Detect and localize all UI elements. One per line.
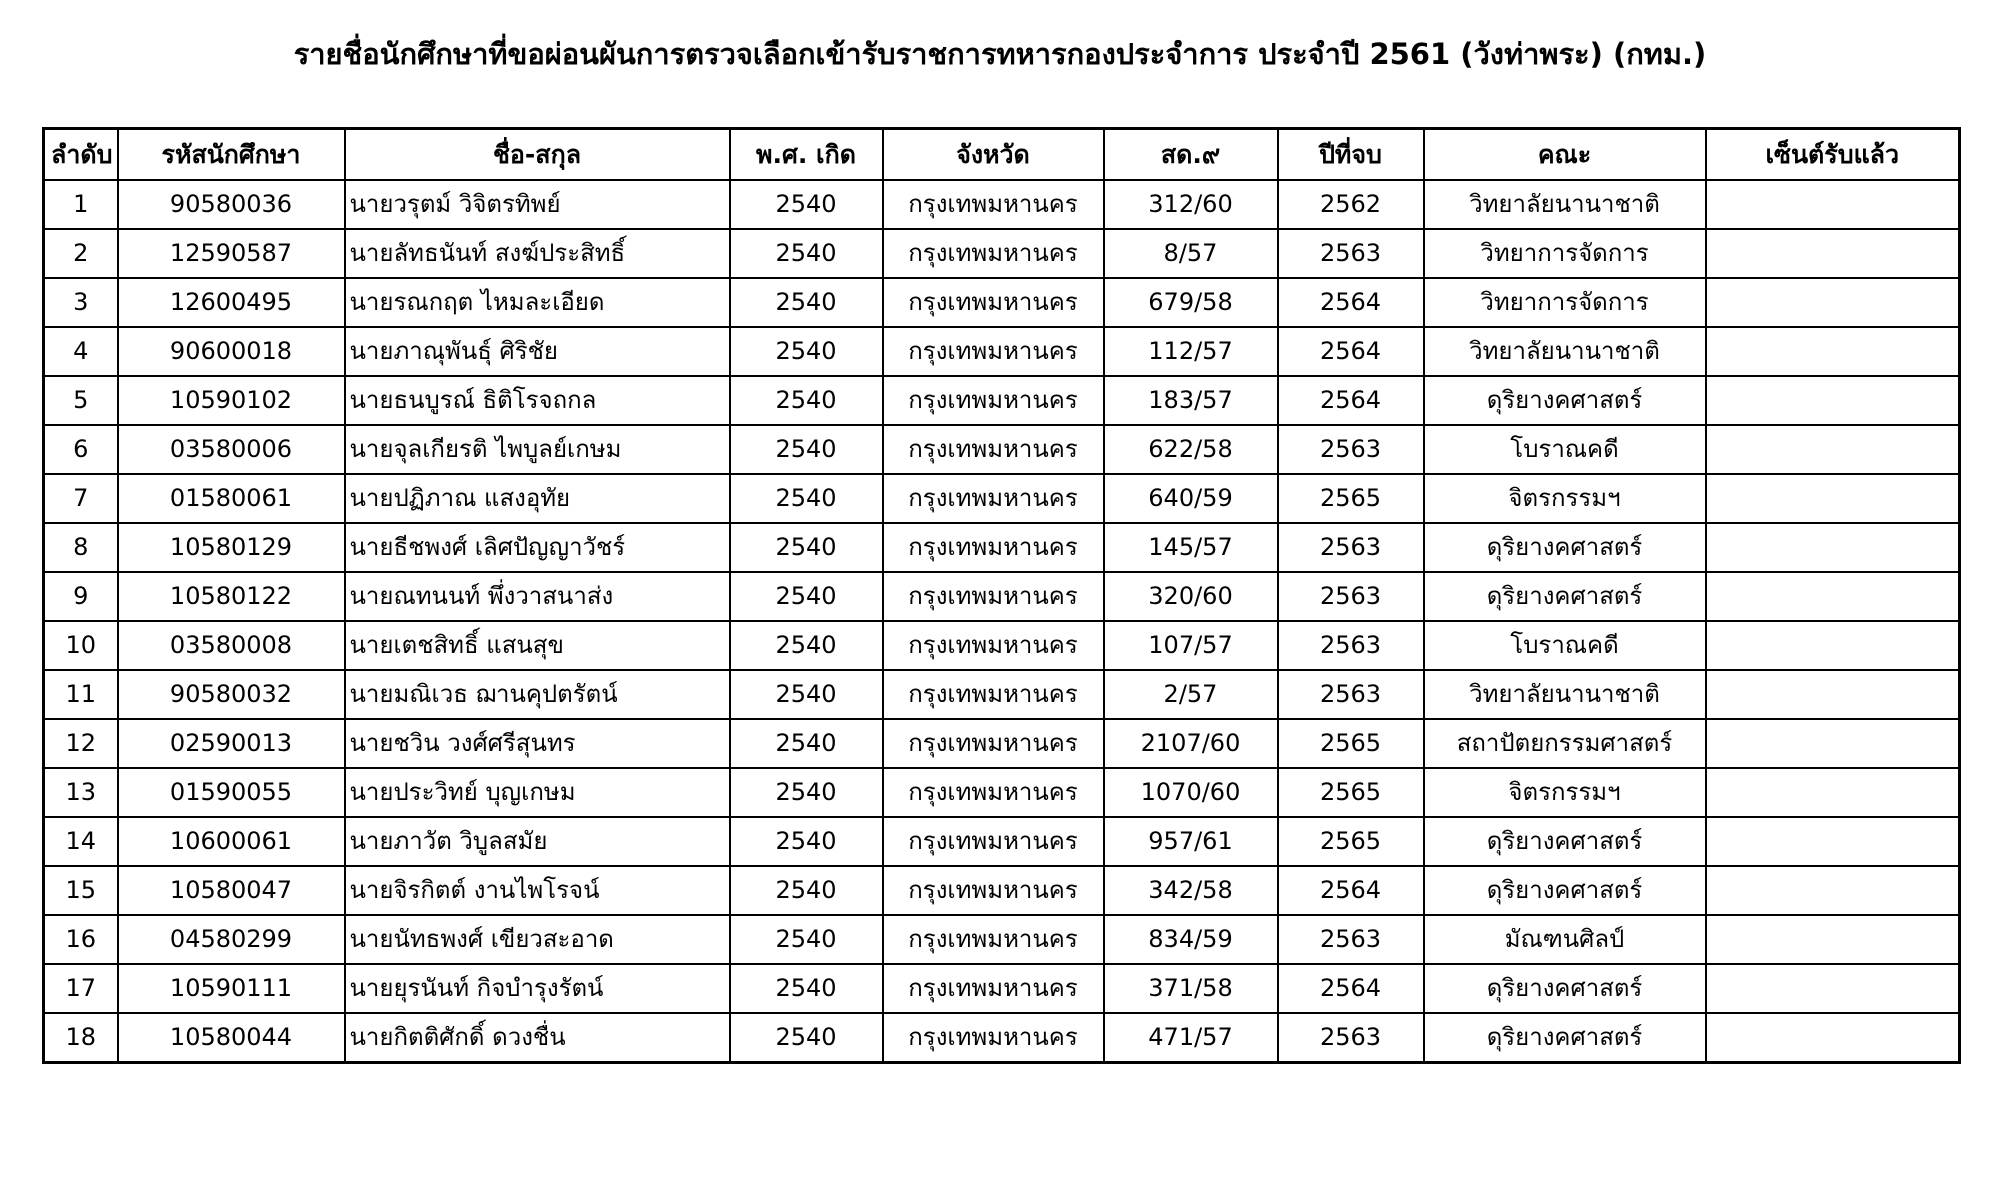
cell-sd9: 320/60 [1104,572,1278,621]
cell-grad-year: 2563 [1278,915,1424,964]
cell-province: กรุงเทพมหานคร [883,1013,1104,1063]
cell-name: นายลัทธนันท์ สงฆ์ประสิทธิ์ [345,229,730,278]
cell-grad-year: 2563 [1278,425,1424,474]
cell-province: กรุงเทพมหานคร [883,278,1104,327]
cell-birth-year: 2540 [730,523,883,572]
cell-province: กรุงเทพมหานคร [883,523,1104,572]
cell-faculty: ดุริยางคศาสตร์ [1424,523,1706,572]
table-row [44,376,1960,425]
cell-grad-year: 2563 [1278,523,1424,572]
table-row [44,523,1960,572]
cell-province: กรุงเทพมหานคร [883,425,1104,474]
cell-faculty: วิทยาลัยนานาชาติ [1424,180,1706,229]
cell-signature [1706,817,1960,866]
cell-name: นายภาวัต วิบูลสมัย [345,817,730,866]
cell-student-id: 10590102 [118,376,345,425]
cell-signature [1706,572,1960,621]
cell-student-id: 10600061 [118,817,345,866]
cell-faculty: วิทยาการจัดการ [1424,229,1706,278]
cell-birth-year: 2540 [730,719,883,768]
table-row [44,474,1960,523]
page-title: รายชื่อนักศึกษาที่ขอผ่อนผันการตรวจเลือกเข้ารับราชการทหารกองประจำการ ประจำปี 2561 (วังท่าพระ) (กทม.) [293,37,1707,71]
cell-sd9: 1070/60 [1104,768,1278,817]
column-header-sd9: สด.๙ [1104,129,1278,181]
cell-no: 4 [44,327,118,376]
cell-grad-year: 2563 [1278,621,1424,670]
cell-province: กรุงเทพมหานคร [883,866,1104,915]
cell-name: นายมณิเวธ ฌานคุปตรัตน์ [345,670,730,719]
cell-province: กรุงเทพมหานคร [883,817,1104,866]
cell-signature [1706,474,1960,523]
cell-grad-year: 2562 [1278,180,1424,229]
cell-birth-year: 2540 [730,229,883,278]
table-header-row [44,129,1960,181]
cell-province: กรุงเทพมหานคร [883,180,1104,229]
cell-no: 2 [44,229,118,278]
cell-grad-year: 2563 [1278,670,1424,719]
cell-province: กรุงเทพมหานคร [883,621,1104,670]
table-row [44,817,1960,866]
cell-sd9: 2/57 [1104,670,1278,719]
cell-name: นายวรุตม์ วิจิตรทิพย์ [345,180,730,229]
cell-faculty: ดุริยางคศาสตร์ [1424,376,1706,425]
cell-grad-year: 2564 [1278,964,1424,1013]
column-header-name: ชื่อ-สกุล [345,129,730,181]
table-row [44,425,1960,474]
cell-student-id: 10580129 [118,523,345,572]
cell-no: 14 [44,817,118,866]
cell-sd9: 107/57 [1104,621,1278,670]
cell-sd9: 471/57 [1104,1013,1278,1063]
table-row [44,866,1960,915]
table-row [44,229,1960,278]
cell-signature [1706,376,1960,425]
cell-grad-year: 2565 [1278,474,1424,523]
table-row [44,327,1960,376]
cell-province: กรุงเทพมหานคร [883,229,1104,278]
column-header-signature: เซ็นต์รับแล้ว [1706,129,1960,181]
cell-name: นายธนบูรณ์ ธิติโรจถกล [345,376,730,425]
cell-signature [1706,915,1960,964]
column-header-province: จังหวัด [883,129,1104,181]
cell-sd9: 8/57 [1104,229,1278,278]
cell-province: กรุงเทพมหานคร [883,915,1104,964]
cell-name: นายณทนนท์ พึ่งวาสนาส่ง [345,572,730,621]
cell-signature [1706,866,1960,915]
cell-province: กรุงเทพมหานคร [883,327,1104,376]
cell-no: 6 [44,425,118,474]
cell-signature [1706,278,1960,327]
cell-student-id: 01590055 [118,768,345,817]
cell-grad-year: 2563 [1278,1013,1424,1063]
cell-grad-year: 2563 [1278,229,1424,278]
cell-signature [1706,229,1960,278]
cell-no: 15 [44,866,118,915]
table-row [44,1013,1960,1063]
cell-faculty: สถาปัตยกรรมศาสตร์ [1424,719,1706,768]
cell-province: กรุงเทพมหานคร [883,768,1104,817]
cell-student-id: 90600018 [118,327,345,376]
table-body [44,180,1960,1063]
cell-no: 7 [44,474,118,523]
cell-name: นายกิตติศักดิ์ ดวงชื่น [345,1013,730,1063]
table-row [44,670,1960,719]
cell-faculty: วิทยาการจัดการ [1424,278,1706,327]
cell-province: กรุงเทพมหานคร [883,964,1104,1013]
cell-province: กรุงเทพมหานคร [883,376,1104,425]
cell-grad-year: 2564 [1278,327,1424,376]
cell-sd9: 312/60 [1104,180,1278,229]
cell-no: 17 [44,964,118,1013]
cell-student-id: 04580299 [118,915,345,964]
cell-grad-year: 2563 [1278,572,1424,621]
cell-no: 10 [44,621,118,670]
cell-birth-year: 2540 [730,915,883,964]
column-header-birth-year: พ.ศ. เกิด [730,129,883,181]
cell-no: 3 [44,278,118,327]
table-row [44,180,1960,229]
table-row [44,964,1960,1013]
cell-faculty: วิทยาลัยนานาชาติ [1424,327,1706,376]
cell-name: นายจุลเกียรติ ไพบูลย์เกษม [345,425,730,474]
cell-province: กรุงเทพมหานคร [883,474,1104,523]
cell-name: นายปฏิภาณ แสงอุทัย [345,474,730,523]
student-deferment-table [42,127,1961,1064]
cell-name: นายยุรนันท์ กิจบำรุงรัตน์ [345,964,730,1013]
cell-birth-year: 2540 [730,768,883,817]
cell-name: นายธีชพงศ์ เลิศปัญญาวัชร์ [345,523,730,572]
cell-no: 1 [44,180,118,229]
table-row [44,719,1960,768]
cell-province: กรุงเทพมหานคร [883,572,1104,621]
cell-no: 11 [44,670,118,719]
cell-sd9: 622/58 [1104,425,1278,474]
cell-grad-year: 2564 [1278,866,1424,915]
cell-no: 8 [44,523,118,572]
cell-no: 9 [44,572,118,621]
cell-name: นายภาณุพันธุ์ ศิริชัย [345,327,730,376]
cell-birth-year: 2540 [730,327,883,376]
column-header-grad-year: ปีที่จบ [1278,129,1424,181]
cell-birth-year: 2540 [730,866,883,915]
cell-grad-year: 2565 [1278,768,1424,817]
cell-signature [1706,621,1960,670]
cell-no: 13 [44,768,118,817]
cell-birth-year: 2540 [730,621,883,670]
cell-no: 18 [44,1013,118,1063]
cell-sd9: 957/61 [1104,817,1278,866]
cell-student-id: 12600495 [118,278,345,327]
cell-signature [1706,964,1960,1013]
cell-sd9: 342/58 [1104,866,1278,915]
cell-birth-year: 2540 [730,1013,883,1063]
cell-student-id: 10580047 [118,866,345,915]
cell-birth-year: 2540 [730,817,883,866]
cell-student-id: 03580008 [118,621,345,670]
table-row [44,621,1960,670]
cell-faculty: ดุริยางคศาสตร์ [1424,964,1706,1013]
column-header-no: ลำดับ [44,129,118,181]
cell-student-id: 10590111 [118,964,345,1013]
cell-name: นายรณกฤต ไหมละเอียด [345,278,730,327]
cell-sd9: 145/57 [1104,523,1278,572]
cell-faculty: โบราณคดี [1424,425,1706,474]
cell-faculty: จิตรกรรมฯ [1424,768,1706,817]
cell-student-id: 90580032 [118,670,345,719]
cell-sd9: 112/57 [1104,327,1278,376]
cell-faculty: วิทยาลัยนานาชาติ [1424,670,1706,719]
cell-signature [1706,719,1960,768]
cell-signature [1706,523,1960,572]
cell-faculty: โบราณคดี [1424,621,1706,670]
cell-province: กรุงเทพมหานคร [883,670,1104,719]
cell-birth-year: 2540 [730,376,883,425]
cell-grad-year: 2565 [1278,719,1424,768]
cell-birth-year: 2540 [730,425,883,474]
cell-no: 12 [44,719,118,768]
cell-student-id: 01580061 [118,474,345,523]
cell-faculty: ดุริยางคศาสตร์ [1424,866,1706,915]
cell-grad-year: 2565 [1278,817,1424,866]
cell-faculty: ดุริยางคศาสตร์ [1424,572,1706,621]
column-header-student-id: รหัสนักศึกษา [118,129,345,181]
cell-signature [1706,180,1960,229]
cell-signature [1706,327,1960,376]
cell-sd9: 679/58 [1104,278,1278,327]
cell-province: กรุงเทพมหานคร [883,719,1104,768]
cell-birth-year: 2540 [730,964,883,1013]
cell-grad-year: 2564 [1278,278,1424,327]
cell-name: นายประวิทย์ บุญเกษม [345,768,730,817]
table-row [44,572,1960,621]
cell-faculty: ดุริยางคศาสตร์ [1424,1013,1706,1063]
cell-birth-year: 2540 [730,180,883,229]
cell-name: นายชวิน วงศ์ศรีสุนทร [345,719,730,768]
cell-birth-year: 2540 [730,670,883,719]
cell-birth-year: 2540 [730,474,883,523]
cell-student-id: 10580044 [118,1013,345,1063]
table-row [44,915,1960,964]
table-row [44,278,1960,327]
cell-birth-year: 2540 [730,278,883,327]
cell-grad-year: 2564 [1278,376,1424,425]
table-row [44,768,1960,817]
cell-student-id: 03580006 [118,425,345,474]
cell-name: นายนัทธพงศ์ เขียวสะอาด [345,915,730,964]
cell-student-id: 12590587 [118,229,345,278]
cell-faculty: จิตรกรรมฯ [1424,474,1706,523]
cell-birth-year: 2540 [730,572,883,621]
cell-sd9: 640/59 [1104,474,1278,523]
cell-name: นายเตชสิทธิ์ แสนสุข [345,621,730,670]
cell-sd9: 2107/60 [1104,719,1278,768]
cell-signature [1706,670,1960,719]
cell-student-id: 02590013 [118,719,345,768]
cell-sd9: 371/58 [1104,964,1278,1013]
cell-sd9: 183/57 [1104,376,1278,425]
column-header-faculty: คณะ [1424,129,1706,181]
cell-faculty: ดุริยางคศาสตร์ [1424,817,1706,866]
cell-name: นายจิรกิตต์ งานไพโรจน์ [345,866,730,915]
cell-faculty: มัณฑนศิลป์ [1424,915,1706,964]
cell-student-id: 10580122 [118,572,345,621]
cell-signature [1706,425,1960,474]
cell-no: 16 [44,915,118,964]
cell-student-id: 90580036 [118,180,345,229]
cell-signature [1706,768,1960,817]
cell-signature [1706,1013,1960,1063]
cell-sd9: 834/59 [1104,915,1278,964]
cell-no: 5 [44,376,118,425]
